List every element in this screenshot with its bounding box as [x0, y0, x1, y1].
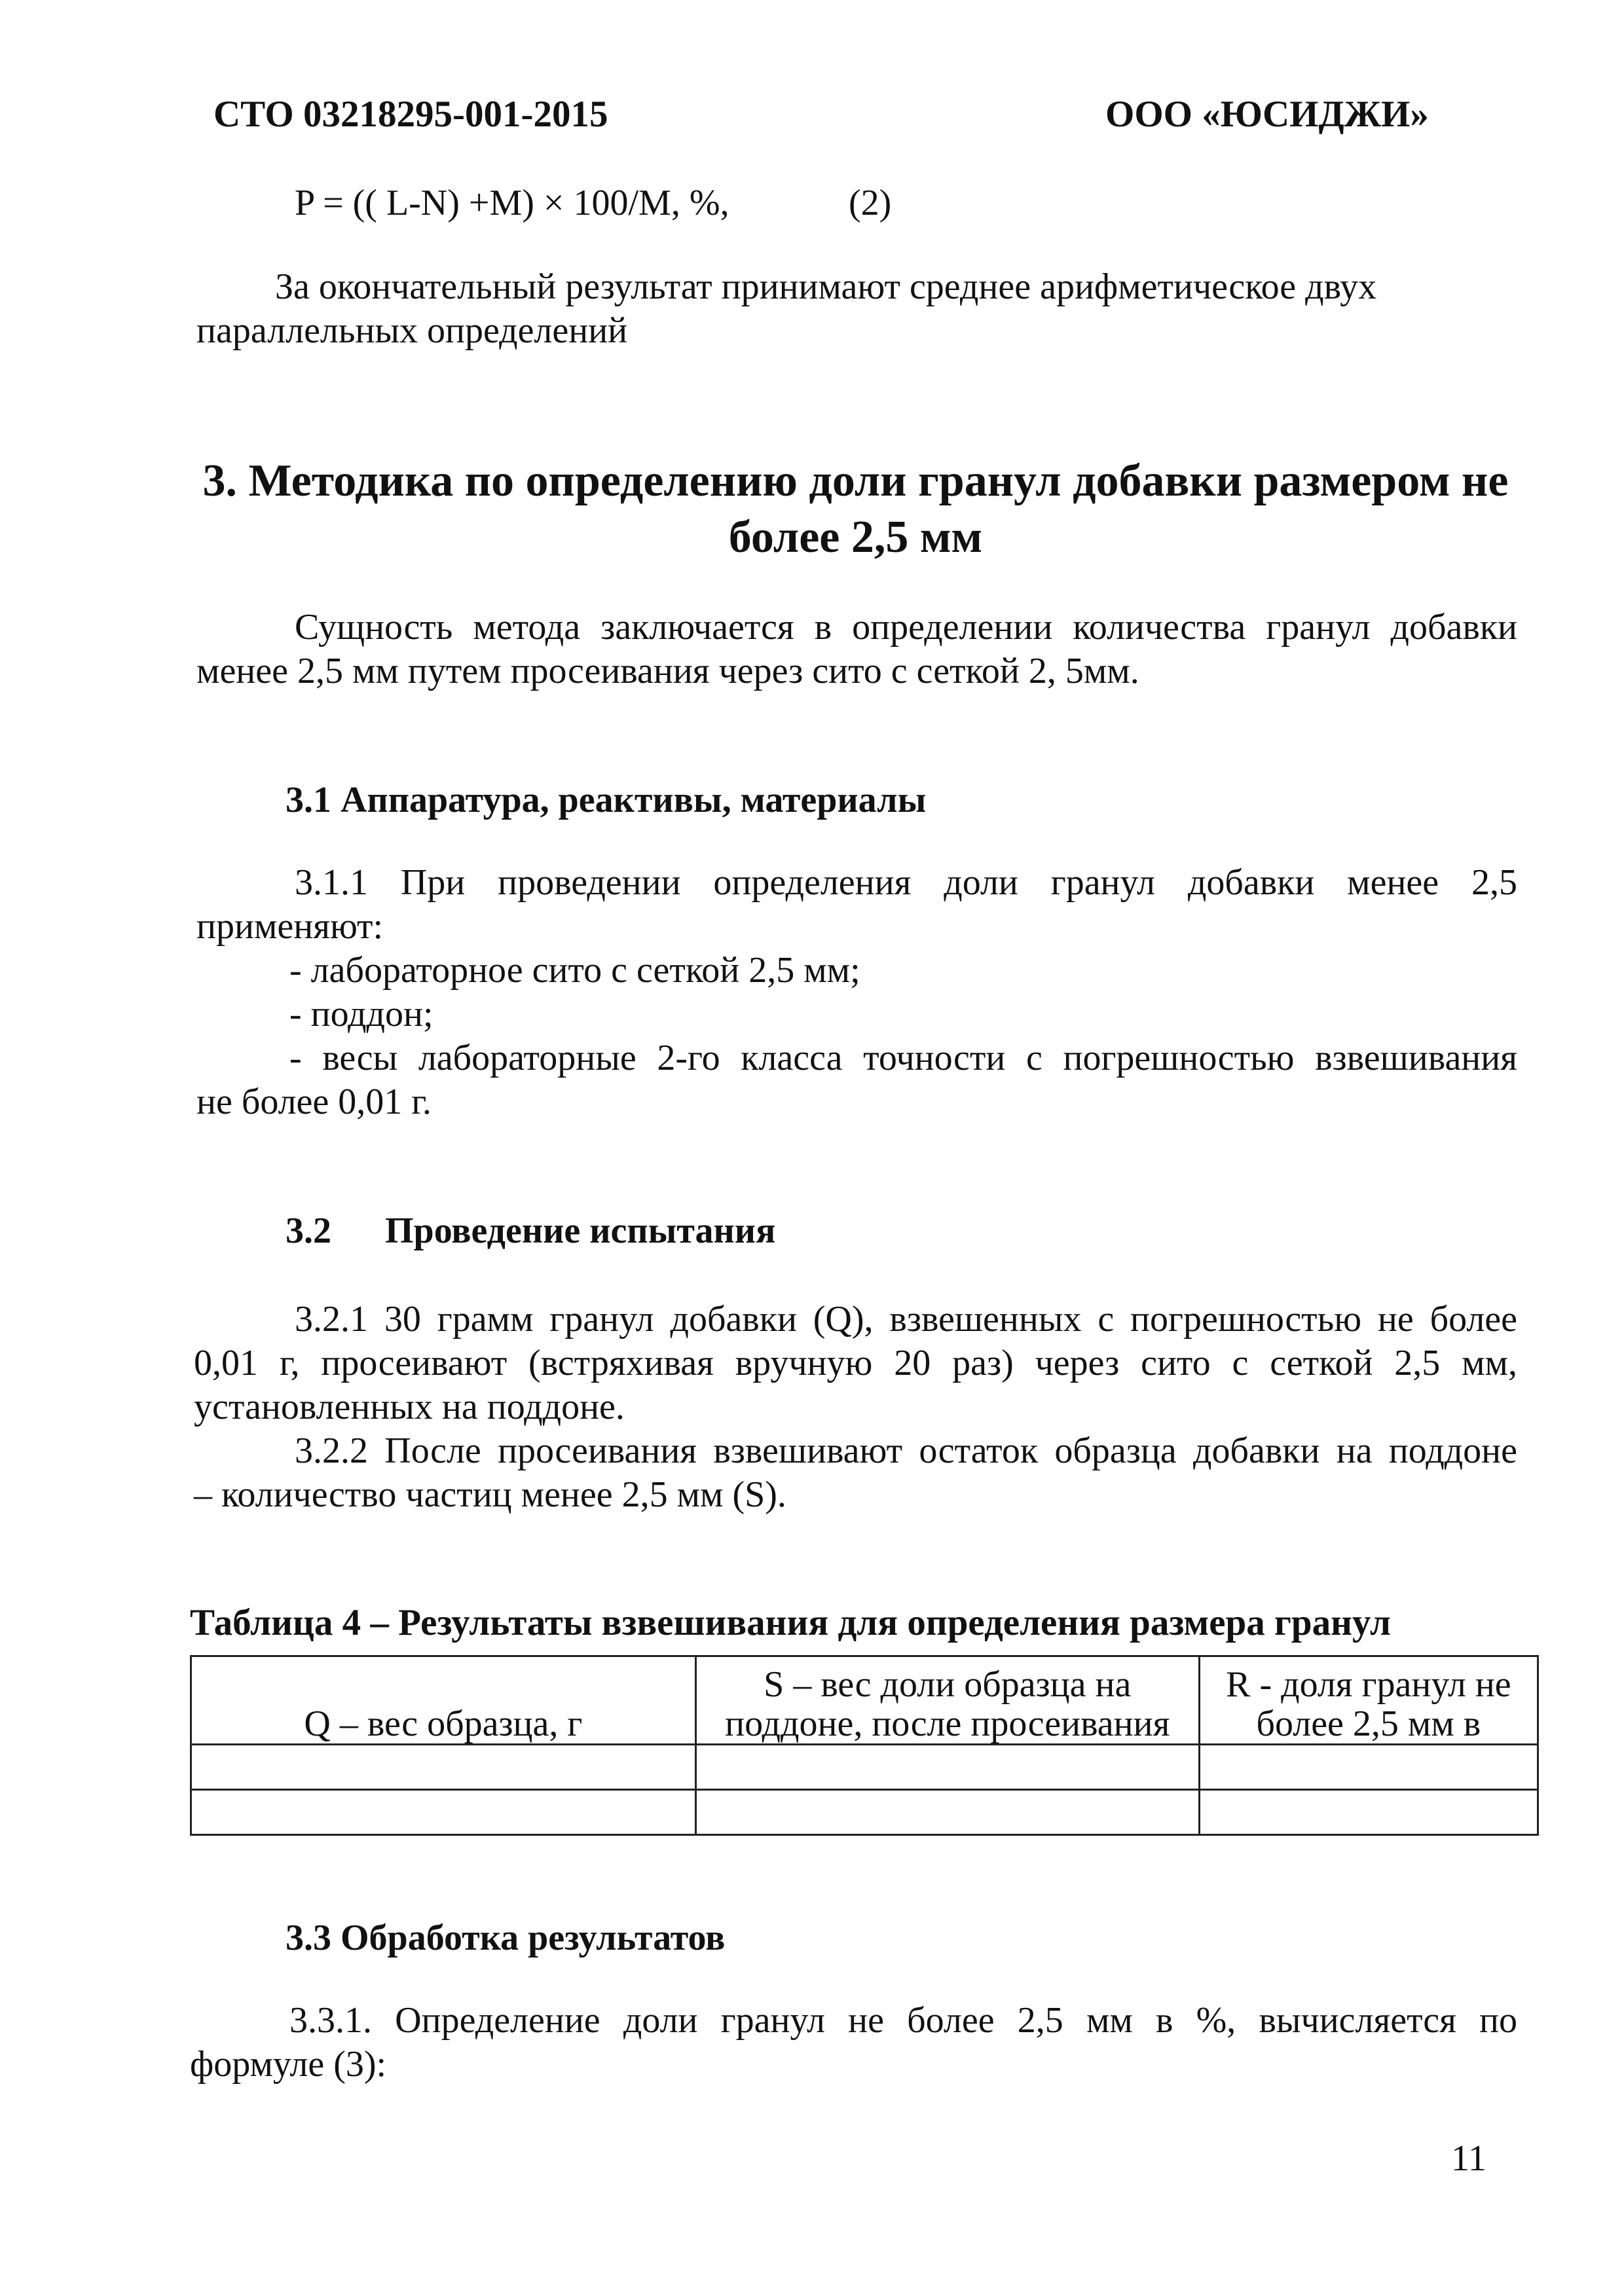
s32-p1-line-3: установленных на поддоне. [194, 1387, 625, 1427]
section-3-title-line-1: 3. Методика по определению доли гранул добавки размером не [202, 456, 1509, 506]
equipment-item-scales-line-1: - весы лабораторные 2-го класса точности с погрешностью взвешивания [289, 1038, 1517, 1078]
equipment-item-tray: - поддон; [289, 994, 434, 1034]
equipment-item-scales-line-2: не более 0,01 г. [196, 1082, 432, 1122]
s33-paragraph-line-2: формуле (3): [190, 2044, 387, 2085]
table-header-r: R - доля гранул не более 2,5 мм в [1199, 1656, 1538, 1745]
table-header-q: Q – вес образца, г [191, 1656, 696, 1745]
table-cell [695, 1745, 1199, 1790]
table-cell [1199, 1790, 1538, 1835]
subsection-3-1-heading: 3.1 Аппаратура, реактивы, материалы [286, 780, 927, 820]
table-cell [191, 1790, 696, 1835]
document-code: СТО 03218295-001-2015 [213, 94, 608, 135]
table-row [191, 1745, 1538, 1790]
table-cell [191, 1745, 696, 1790]
formula-2-number: (2) [849, 183, 892, 223]
method-essence-line-2: менее 2,5 мм путем просеивания через сито с сеткой 2, 5мм. [196, 651, 1139, 691]
table-header-s: S – вес доли образца на поддоне, после просеивания [695, 1656, 1199, 1745]
equipment-item-sieve: - лабораторное сито с сеткой 2,5 мм; [289, 950, 860, 991]
s31-paragraph-line-2: применяют: [196, 906, 384, 947]
final-result-line-1: За окончательный результат принимают среднее арифметическое двух [275, 266, 1377, 307]
results-table [190, 1655, 1539, 1836]
table-4-caption: Таблица 4 – Результаты взвешивания для определения размера гранул [190, 1602, 1391, 1643]
subsection-3-3-heading: 3.3 Обработка результатов [286, 1918, 726, 1958]
company-name: ООО «ЮСИДЖИ» [1105, 94, 1429, 135]
s31-paragraph-line-1: 3.1.1 При проведении определения доли гранул добавки менее 2,5 [295, 862, 1517, 903]
section-3-title-line-2: более 2,5 мм [728, 512, 983, 562]
s32-p1-line-1: 3.2.1 30 грамм гранул добавки (Q), взвешенных с погрешностью не более [295, 1299, 1517, 1339]
s32-p2-line-1: 3.2.2 После просеивания взвешивают остаток образца добавки на поддоне [295, 1430, 1517, 1471]
s32-p2-line-2: – количество частиц менее 2,5 мм (S). [194, 1474, 786, 1515]
table-cell [695, 1790, 1199, 1835]
table-cell [1199, 1745, 1538, 1790]
final-result-line-2: параллельных определений [196, 310, 628, 351]
table-row [191, 1790, 1538, 1835]
s32-p1-line-2: 0,01 г, просеивают (встряхивая вручную 20 раз) через сито с сеткой 2,5 мм, [194, 1343, 1517, 1383]
page-number: 11 [1451, 2138, 1486, 2179]
s33-paragraph-line-1: 3.3.1. Определение доли гранул не более 2,5 мм в %, вычисляется по [289, 2000, 1517, 2041]
subsection-3-2-number: 3.2 [286, 1211, 331, 1251]
formula-2: P = (( L-N) +M) × 100/M, %, [295, 183, 729, 223]
subsection-3-2-heading: Проведение испытания [385, 1211, 776, 1251]
method-essence-line-1: Сущность метода заключается в определении количества гранул добавки [295, 607, 1517, 647]
